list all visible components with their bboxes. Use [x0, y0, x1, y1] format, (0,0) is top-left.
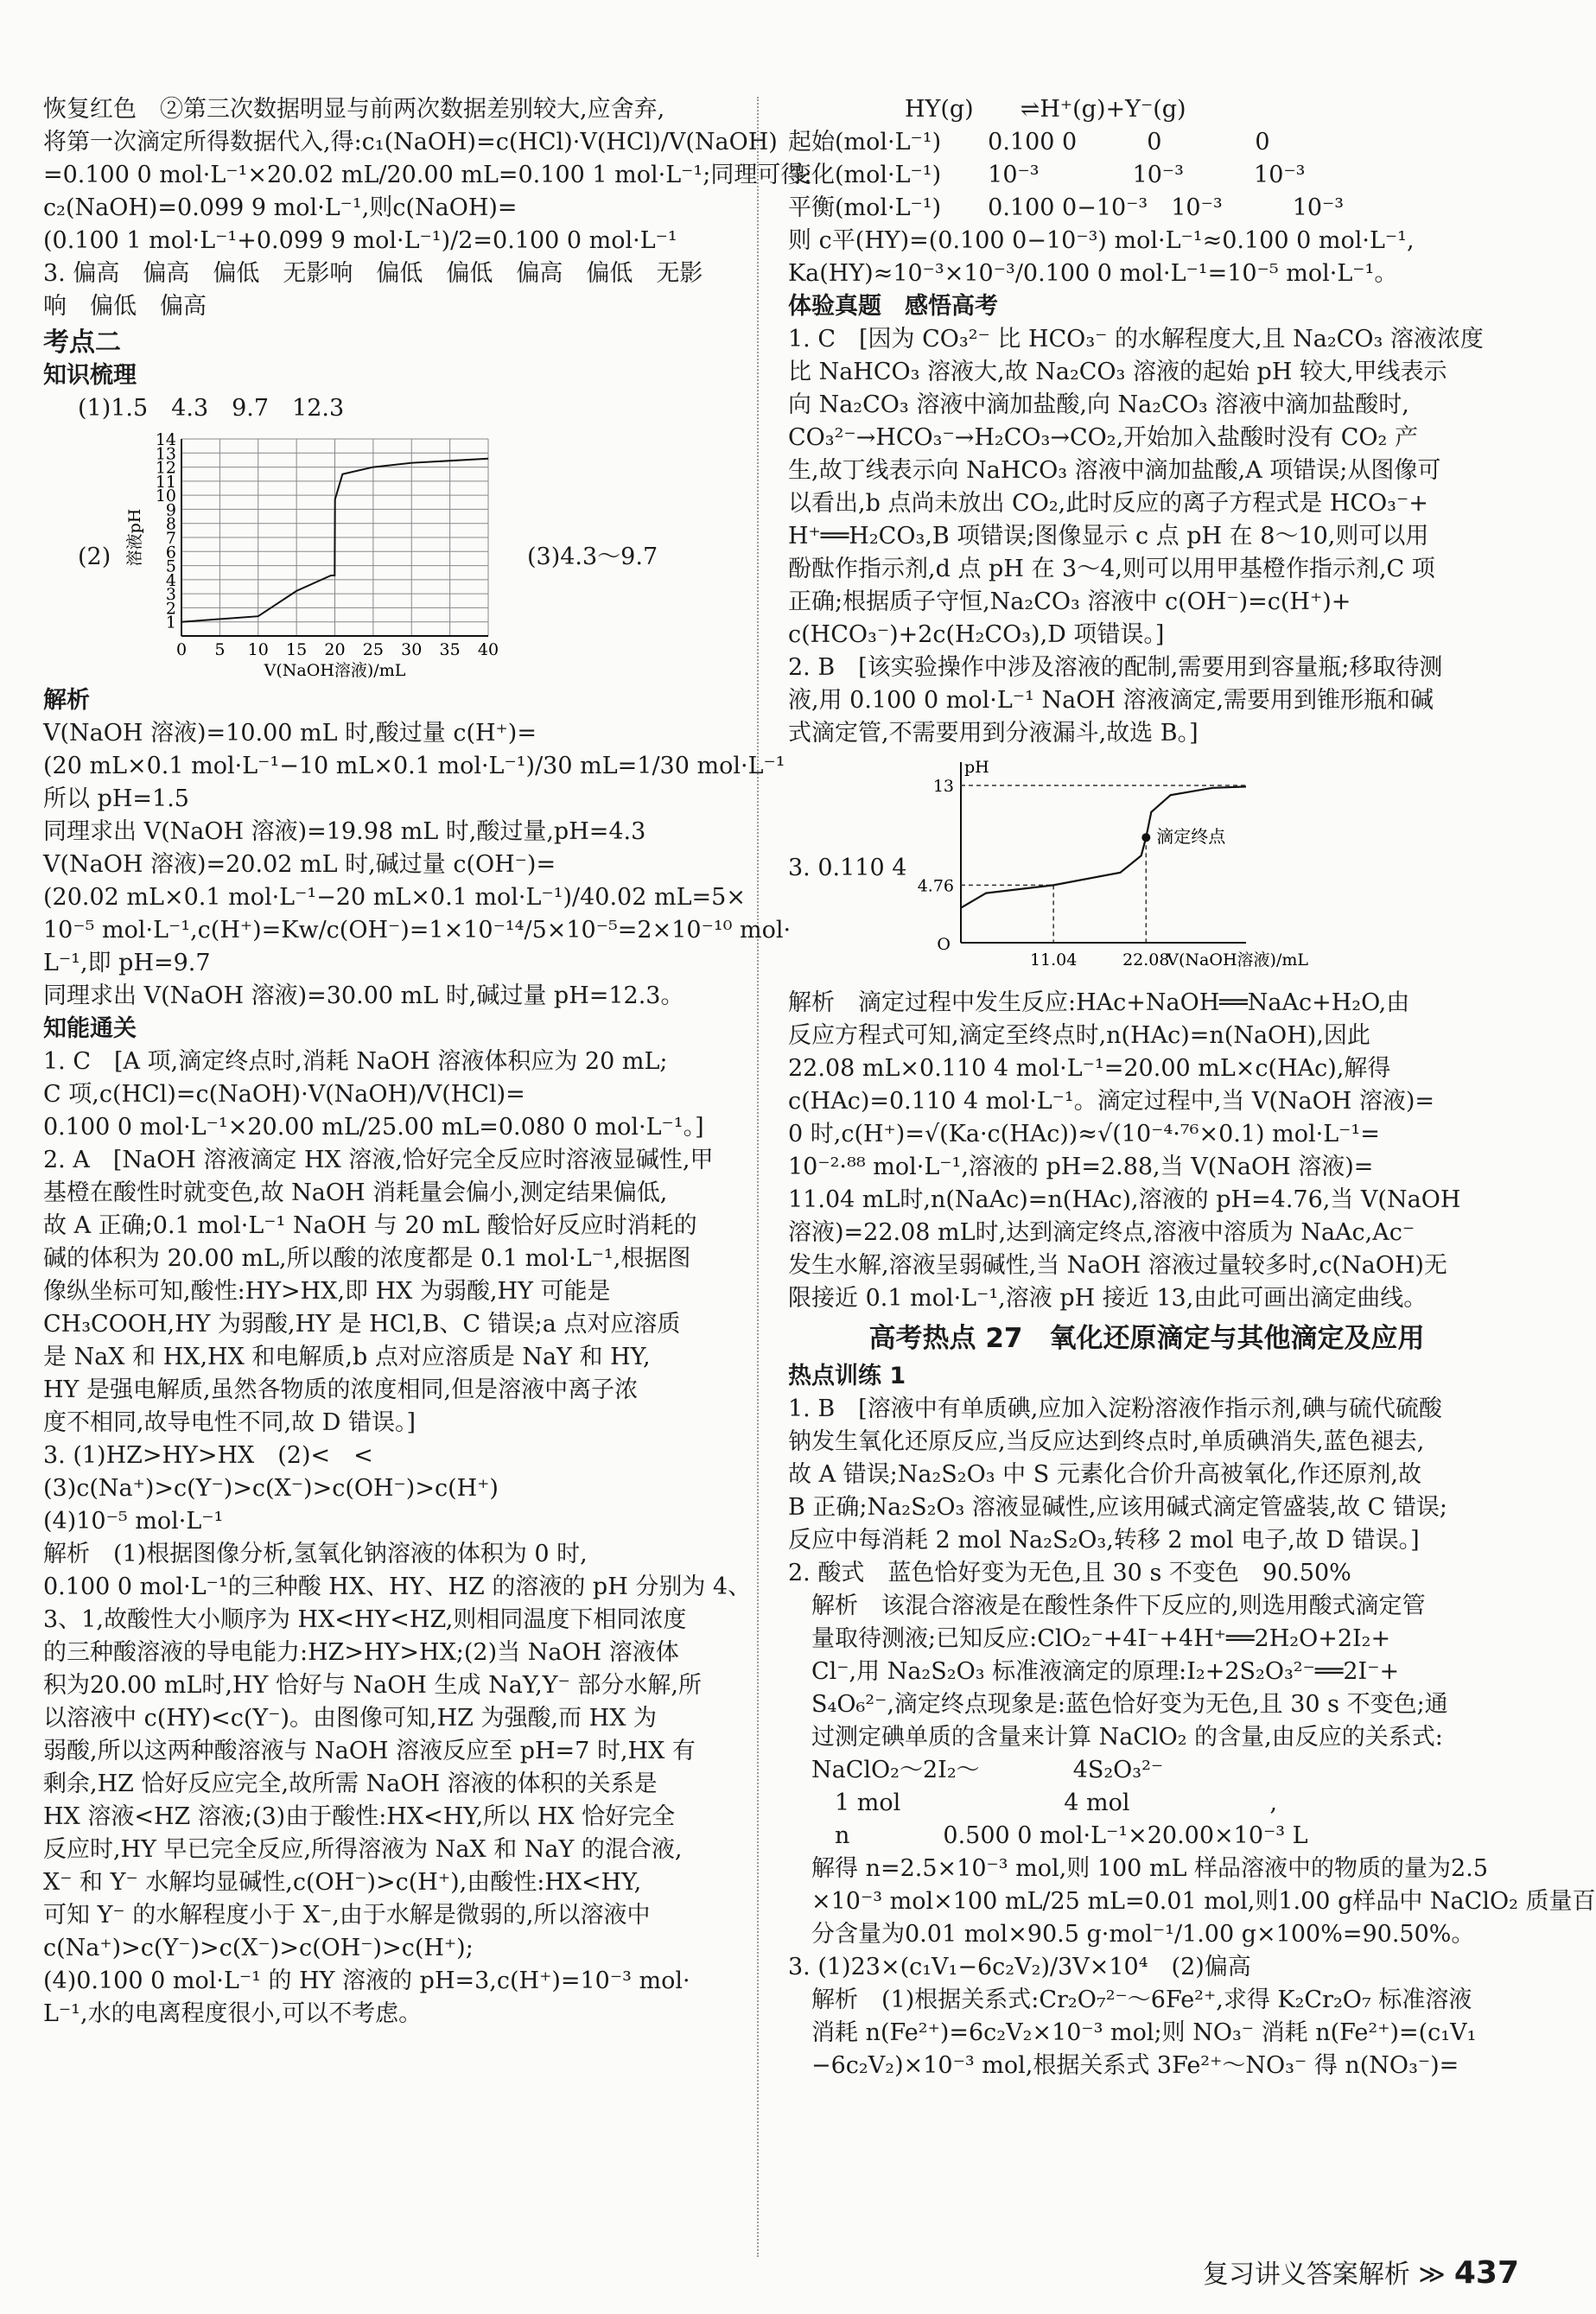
- y-tick-label: 11: [155, 472, 176, 492]
- text-line: 解析 滴定过程中发生反应:HAc+NaOH══NaAc+H₂O,由: [788, 989, 1410, 1016]
- x-axis-label: V(NaOH溶液)/mL: [264, 661, 406, 680]
- text-line: c(HAc)=0.110 4 mol·L⁻¹。滴定过程中,当 V(NaOH 溶液)=: [788, 1088, 1435, 1115]
- text-line: 则 c平(HY)=(0.100 0−10⁻³) mol·L⁻¹≈0.100 0 mol·L⁻¹,: [788, 227, 1415, 254]
- text-line: 反应方程式可知,滴定至终点时,n(HAc)=n(NaOH),因此: [788, 1022, 1370, 1049]
- y-tick-476: 4.76: [917, 876, 954, 896]
- x-tick-label: 5: [214, 640, 226, 659]
- titration-curve: [961, 786, 1246, 907]
- y-tick-label: 2: [165, 599, 176, 619]
- origin-label: O: [937, 935, 951, 954]
- x-tick-label: 40: [477, 640, 499, 659]
- text-line: 起始(mol·L⁻¹) 0.100 0 0 0: [788, 129, 1270, 156]
- right-jiexi-lines: [788, 987, 1505, 1315]
- text-line: NaClO₂～2I₂～ 4S₂O₃²⁻: [788, 1757, 1164, 1783]
- text-line: 基橙在酸性时就变色,故 NaOH 消耗量会偏小,测定结果偏低,: [43, 1179, 668, 1206]
- titration-chart-2: [788, 757, 1505, 982]
- text-line: 量取待测液;已知反应:ClO₂⁻+4I⁻+4H⁺══2H₂O+2I₂+: [788, 1625, 1391, 1652]
- text-line: 生,故丁线表示向 NaHCO₃ 溶液中滴加盐酸,A 项错误;从图像可: [788, 457, 1441, 484]
- y-tick-label: 4: [165, 570, 176, 590]
- x-tick-label: 0: [175, 640, 188, 659]
- heading-zhineng-tongguan: 知能通关: [43, 1015, 137, 1042]
- text-line: X⁻ 和 Y⁻ 水解均显碱性,c(OH⁻)>c(H⁺),由酸性:HX<HY,: [43, 1869, 642, 1896]
- text-line: 1. B [溶液中有单质碘,应加入淀粉溶液作指示剂,碘与硫代硫酸: [788, 1395, 1442, 1422]
- text-line: 平衡(mol·L⁻¹) 0.100 0−10⁻³ 10⁻³ 10⁻³: [788, 194, 1345, 221]
- y-tick-label: 1: [165, 613, 176, 633]
- text-line: 3. (1)HZ>HY>HX (2)< <: [43, 1442, 373, 1469]
- text-line: HX 溶液<HZ 溶液;(3)由于酸性:HX<HY,所以 HX 恰好完全: [43, 1803, 676, 1830]
- text-line: 反应中每消耗 2 mol Na₂S₂O₃,转移 2 mol 电子,故 D 错误。]: [788, 1527, 1420, 1554]
- page-footer: [1203, 2257, 1519, 2292]
- text-line: 22.08 mL×0.110 4 mol·L⁻¹=20.00 mL×c(HAc),解得: [788, 1055, 1391, 1082]
- text-line: 0.100 0 mol·L⁻¹的三种酸 HX、HY、HZ 的溶液的 pH 分别为 4、: [43, 1573, 752, 1600]
- text-line: Cl⁻,用 Na₂S₂O₃ 标准液滴定的原理:I₂+2S₂O₃²⁻══2I⁻+: [788, 1658, 1400, 1685]
- jiexi-label: 解析: [43, 687, 90, 714]
- y-tick-13: 13: [932, 777, 954, 796]
- text-line: 分含量为0.01 mol×90.5 g·mol⁻¹/1.00 g×100%=90.50%。: [788, 1921, 1475, 1948]
- y-tick-label: 14: [155, 430, 176, 449]
- text-line: 同理求出 V(NaOH 溶液)=19.98 mL 时,酸过量,pH=4.3: [43, 818, 646, 845]
- text-line: 液,用 0.100 0 mol·L⁻¹ NaOH 溶液滴定,需要用到锥形瓶和碱: [788, 687, 1434, 714]
- text-line: 2. 酸式 蓝色恰好变为无色,且 30 s 不变色 90.50%: [788, 1560, 1351, 1586]
- text-line: 消耗 n(Fe²⁺)=6c₂V₂×10⁻³ mol;则 NO₃⁻ 消耗 n(Fe²⁺)=(c₁V₁: [788, 2019, 1477, 2046]
- text-line: 反应时,HY 早已完全反应,所得溶液为 NaX 和 NaY 的混合液,: [43, 1836, 683, 1863]
- text-line: 3. (1)23×(c₁V₁−6c₂V₂)/3V×10⁴ (2)偏高: [788, 1954, 1251, 1980]
- endpoint-dot: [1141, 833, 1150, 842]
- right-redian-lines: [788, 1393, 1596, 2082]
- text-line: 故 A 错误;Na₂S₂O₃ 中 S 元素化合价升高被氧化,作还原剂,故: [788, 1461, 1421, 1488]
- text-line: HY(g) ⇌H⁺(g)+Y⁻(g): [788, 96, 1186, 123]
- text-line: 10⁻²·⁸⁸ mol·L⁻¹,溶液的 pH=2.88,当 V(NaOH 溶液)=: [788, 1154, 1374, 1180]
- y-tick-label: 9: [165, 500, 176, 520]
- text-line: V(NaOH 溶液)=10.00 mL 时,酸过量 c(H⁺)=: [43, 720, 537, 747]
- text-line: 式滴定管,不需要用到分液漏斗,故选 B。]: [788, 720, 1199, 747]
- right-top-lines: [788, 93, 1505, 290]
- text-line: Ka(HY)≈10⁻³×10⁻³/0.100 0 mol·L⁻¹=10⁻⁵ mol·L⁻¹。: [788, 260, 1398, 287]
- x-tick-label: 10: [247, 640, 269, 659]
- x-tick-label: 20: [324, 640, 346, 659]
- text-line: V(NaOH 溶液)=20.02 mL 时,碱过量 c(OH⁻)=: [43, 851, 556, 878]
- y-tick-label: 13: [155, 444, 176, 464]
- y-tick-label: 10: [155, 486, 176, 506]
- x-tick-2208: 22.08: [1122, 950, 1170, 969]
- x-tick-label: 25: [362, 640, 384, 659]
- endpoint-label: 滴定终点: [1156, 826, 1226, 848]
- y-tick-label: 12: [155, 458, 176, 478]
- text-line: (20.02 mL×0.1 mol·L⁻¹−20 mL×0.1 mol·L⁻¹)/40.02 mL=5×: [43, 884, 746, 911]
- text-line: 碱的体积为 20.00 mL,所以酸的浓度都是 0.1 mol·L⁻¹,根据图: [43, 1245, 691, 1272]
- section-title-hot-topic-27: 高考热点 27 氧化还原滴定与其他滴定及应用: [868, 1323, 1425, 1354]
- text-line: =0.100 0 mol·L⁻¹×20.02 mL/20.00 mL=0.100 1 mol·L⁻¹;同理可得:: [43, 162, 812, 188]
- text-line: HY 是强电解质,虽然各物质的浓度相同,但是溶液中离子浓: [43, 1376, 639, 1403]
- y-axis-label: pH: [964, 758, 989, 777]
- text-line: CO₃²⁻→HCO₃⁻→H₂CO₃→CO₂,开始加入盐酸时没有 CO₂ 产: [788, 424, 1418, 451]
- text-line: 限接近 0.1 mol·L⁻¹,溶液 pH 接近 13,由此可画出滴定曲线。: [788, 1285, 1427, 1312]
- answer-3-value: 3. 0.110 4: [788, 855, 907, 881]
- left-bottom-lines: [43, 1046, 752, 2031]
- text-line: 解得 n=2.5×10⁻³ mol,则 100 mL 样品溶液中的物质的量为2.5: [788, 1855, 1488, 1882]
- heading-tiyan-zhenti: 体验真题 感悟高考: [788, 293, 998, 320]
- text-line: 2. B [该实验操作中涉及溶液的配制,需要用到容量瓶;移取待测: [788, 654, 1443, 681]
- y-tick-label: 5: [165, 556, 176, 576]
- heading-zhishi-shuli: 知识梳理: [43, 362, 137, 389]
- text-line: 弱酸,所以这两种酸溶液与 NaOH 溶液反应至 pH=7 时,HX 有: [43, 1738, 696, 1764]
- right-column: [788, 93, 1596, 2082]
- heading-kaodian-er: 考点二: [43, 327, 121, 358]
- text-line: B 正确;Na₂S₂O₃ 溶液显碱性,应该用碱式滴定管盛装,故 C 错误;: [788, 1494, 1448, 1521]
- page-number: 437: [1453, 2255, 1519, 2291]
- text-line: CH₃COOH,HY 为弱酸,HY 是 HCl,B、C 错误;a 点对应溶质: [43, 1311, 681, 1338]
- text-line: H⁺══H₂CO₃,B 项错误;图像显示 c 点 pH 在 8～10,则可以用: [788, 523, 1429, 550]
- text-line: 10⁻⁵ mol·L⁻¹,c(H⁺)=Kw/c(OH⁻)=1×10⁻¹⁴/5×10⁻⁵=2×10⁻¹⁰ mol·: [43, 917, 792, 944]
- text-line: 同理求出 V(NaOH 溶液)=30.00 mL 时,碱过量 pH=12.3。: [43, 982, 684, 1009]
- text-line: 所以 pH=1.5: [43, 785, 189, 812]
- text-line: 1 mol 4 mol ,: [788, 1790, 1278, 1816]
- text-line: 发生水解,溶液呈弱碱性,当 NaOH 溶液过量较多时,c(NaOH)无: [788, 1252, 1447, 1279]
- text-line: (4)10⁻⁵ mol·L⁻¹: [43, 1508, 224, 1535]
- chart2-svg: [909, 757, 1308, 982]
- text-line: 剩余,HZ 恰好反应完全,故所需 NaOH 溶液的体积的关系是: [43, 1770, 658, 1797]
- text-line: 像纵坐标可知,酸性:HY>HX,即 HX 为弱酸,HY 可能是: [43, 1278, 611, 1305]
- text-line: 正确;根据质子守恒,Na₂CO₃ 溶液中 c(OH⁻)=c(H⁺)+: [788, 588, 1351, 615]
- left-top-lines: [43, 93, 812, 323]
- y-tick-label: 3: [165, 585, 176, 605]
- text-line: C 项,c(HCl)=c(NaOH)·V(NaOH)/V(HCl)=: [43, 1081, 525, 1108]
- x-tick-label: 35: [439, 640, 461, 659]
- text-line: 0 时,c(H⁺)=√(Ka·c(HAc))≈√(10⁻⁴·⁷⁶×0.1) mol·L⁻¹=: [788, 1121, 1380, 1147]
- text-line: 2. A [NaOH 溶液滴定 HX 溶液,恰好完全反应时溶液显碱性,甲: [43, 1147, 714, 1173]
- left-jiexi-lines: [43, 717, 792, 1013]
- text-line: ×10⁻³ mol×100 mL/25 mL=0.01 mol,则1.00 g样品中 NaClO₂ 质量百: [788, 1888, 1596, 1915]
- titration-chart-1: [43, 429, 752, 679]
- column-divider: [757, 97, 759, 2257]
- text-line: 变化(mol·L⁻¹) 10⁻³ 10⁻³ 10⁻³: [788, 162, 1306, 188]
- y-tick-label: 7: [165, 529, 176, 548]
- y-axis-label: 溶液pH: [125, 508, 144, 567]
- left-column: [43, 93, 812, 2031]
- text-line: 响 偏低 偏高: [43, 293, 207, 320]
- text-line: S₄O₆²⁻,滴定终点现象是:蓝色恰好变为无色,且 30 s 不变色;通: [788, 1691, 1448, 1718]
- text-line: 解析 该混合溶液是在酸性条件下反应的,则选用酸式滴定管: [788, 1592, 1426, 1619]
- text-line: L⁻¹,即 pH=9.7: [43, 950, 211, 976]
- text-line: 积为20.00 mL时,HY 恰好与 NaOH 生成 NaY,Y⁻ 部分水解,所: [43, 1672, 702, 1699]
- text-line: (3)c(Na⁺)>c(Y⁻)>c(X⁻)>c(OH⁻)>c(H⁺): [43, 1475, 499, 1502]
- text-line: c(HCO₃⁻)+2c(H₂CO₃),D 项错误。]: [788, 621, 1165, 648]
- answer-item-1: (1)1.5 4.3 9.7 12.3: [78, 395, 345, 422]
- footer-text: 复习讲义答案解析 ≫: [1202, 2260, 1446, 2290]
- x-tick-label: 30: [401, 640, 423, 659]
- text-line: 以看出,b 点尚未放出 CO₂,此时反应的离子方程式是 HCO₃⁻+: [788, 490, 1428, 517]
- text-line: 可知 Y⁻ 的水解程度小于 X⁻,由于水解是微弱的,所以溶液中: [43, 1902, 651, 1929]
- text-line: 溶液)=22.08 mL时,达到滴定终点,溶液中溶质为 NaAc,Ac⁻: [788, 1219, 1415, 1246]
- text-line: −6c₂V₂)×10⁻³ mol,根据关系式 3Fe²⁺～NO₃⁻ 得 n(NO₃⁻)=: [788, 2052, 1459, 2079]
- y-tick-label: 8: [165, 514, 176, 534]
- text-line: L⁻¹,水的电离程度很小,可以不考虑。: [43, 2000, 423, 2027]
- text-line: 向 Na₂CO₃ 溶液中滴加盐酸,向 Na₂CO₃ 溶液中滴加盐酸时,: [788, 391, 1409, 418]
- text-line: 度不相同,故导电性不同,故 D 错误。]: [43, 1409, 416, 1436]
- text-line: 酚酞作指示剂,d 点 pH 在 3～4,则可以用甲基橙作指示剂,C 项: [788, 556, 1435, 582]
- text-line: 11.04 mL时,n(NaAc)=n(HAc),溶液的 pH=4.76,当 V(NaOH: [788, 1186, 1461, 1213]
- text-line: 钠发生氧化还原反应,当反应达到终点时,单质碘消失,蓝色褪去,: [788, 1428, 1425, 1455]
- text-line: 解析 (1)根据关系式:Cr₂O₇²⁻～6Fe²⁺,求得 K₂Cr₂O₇ 标准溶液: [788, 1987, 1472, 2013]
- text-line: (0.100 1 mol·L⁻¹+0.099 9 mol·L⁻¹)/2=0.100 0 mol·L⁻¹: [43, 227, 677, 254]
- text-line: 0.100 0 mol·L⁻¹×20.00 mL/25.00 mL=0.080 0 mol·L⁻¹。]: [43, 1114, 704, 1141]
- text-line: 1. C [A 项,滴定终点时,消耗 NaOH 溶液体积应为 20 mL;: [43, 1048, 668, 1075]
- x-tick-label: 15: [286, 640, 308, 659]
- text-line: 过测定碘单质的含量来计算 NaClO₂ 的含量,由反应的关系式:: [788, 1724, 1443, 1751]
- right-tiyan-lines: [788, 323, 1505, 750]
- text-line: 的三种酸溶液的导电能力:HZ>HY>HX;(2)当 NaOH 溶液体: [43, 1639, 679, 1666]
- heading-redian-xunlian: 热点训练 1: [788, 1363, 906, 1389]
- text-line: c₂(NaOH)=0.099 9 mol·L⁻¹,则c(NaOH)=: [43, 194, 518, 221]
- text-line: c(Na⁺)>c(Y⁻)>c(X⁻)>c(OH⁻)>c(H⁺);: [43, 1935, 474, 1961]
- text-line: 以溶液中 c(HY)<c(Y⁻)。由图像可知,HZ 为强酸,而 HX 为: [43, 1705, 658, 1732]
- text-line: n 0.500 0 mol·L⁻¹×20.00×10⁻³ L: [788, 1822, 1308, 1849]
- text-line: 3. 偏高 偏高 偏低 无影响 偏低 偏低 偏高 偏低 无影: [43, 260, 703, 287]
- x-axis-label: V(NaOH溶液)/mL: [1167, 950, 1308, 969]
- y-tick-label: 6: [165, 543, 176, 563]
- text-line: 1. C [因为 CO₃²⁻ 比 HCO₃⁻ 的水解程度大,且 Na₂CO₃ 溶液浓度: [788, 326, 1484, 353]
- text-line: 恢复红色 ②第三次数据明显与前两次数据差别较大,应舍弃,: [43, 96, 665, 123]
- text-line: 故 A 正确;0.1 mol·L⁻¹ NaOH 与 20 mL 酸恰好反应时消耗的: [43, 1212, 697, 1239]
- text-line: (20 mL×0.1 mol·L⁻¹−10 mL×0.1 mol·L⁻¹)/30 mL=1/30 mol·L⁻¹: [43, 753, 785, 779]
- x-tick-1104: 11.04: [1029, 950, 1078, 969]
- text-line: 3、1,故酸性大小顺序为 HX<HY<HZ,则相同温度下相同浓度: [43, 1606, 687, 1633]
- text-line: 解析 (1)根据图像分析,氢氧化钠溶液的体积为 0 时,: [43, 1541, 588, 1567]
- chart1-svg: [121, 429, 510, 679]
- answer-item-2-label: (2): [78, 544, 111, 570]
- text-line: (4)0.100 0 mol·L⁻¹ 的 HY 溶液的 pH=3,c(H⁺)=10⁻³ mol·: [43, 1968, 690, 1994]
- answer-item-3: (3)4.3～9.7: [527, 544, 658, 570]
- text-line: 比 NaHCO₃ 溶液大,故 Na₂CO₃ 溶液的起始 pH 较大,甲线表示: [788, 359, 1447, 385]
- text-line: 将第一次滴定所得数据代入,得:c₁(NaOH)=c(HCl)·V(HCl)/V(NaOH): [43, 129, 778, 156]
- text-line: 是 NaX 和 HX,HX 和电解质,b 点对应溶质是 NaY 和 HY,: [43, 1344, 651, 1370]
